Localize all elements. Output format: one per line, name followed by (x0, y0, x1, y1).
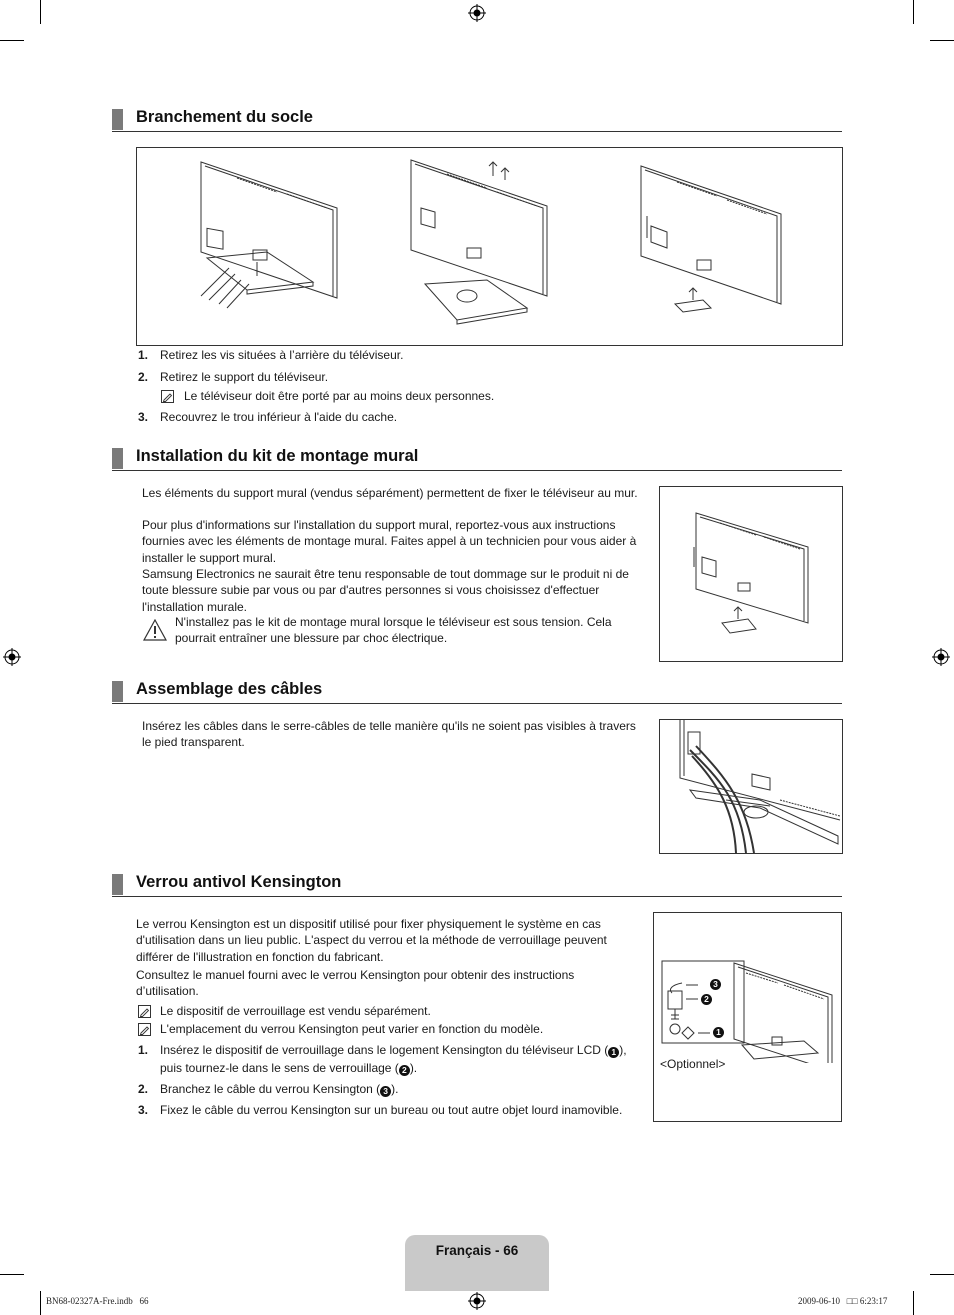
wall-mount-illustration (660, 487, 842, 661)
callout-badge: 1 (713, 1027, 724, 1038)
registration-mark-icon (3, 648, 21, 666)
crop-mark (40, 1291, 41, 1315)
section-title: Installation du kit de montage mural (136, 447, 419, 465)
crop-mark (913, 0, 914, 24)
cable-illustration (660, 720, 842, 853)
note-icon (138, 1005, 151, 1018)
step-text (160, 1043, 627, 1058)
cable-illustration-frame (659, 719, 843, 854)
step-text (160, 1061, 417, 1076)
step-number: 1. (138, 1043, 149, 1057)
callout-badge: 3 (710, 979, 721, 990)
callout-badge: 1 (608, 1047, 619, 1058)
wall-mount-illustration-frame (659, 486, 843, 662)
step-text: Fixez le câble du verrou Kensington sur un bureau ou tout autre objet lourd inamovible. (160, 1103, 623, 1117)
registration-mark-icon (468, 4, 486, 22)
print-slug-right: 2009-06-10 □□ 6:23:17 (798, 1296, 888, 1306)
step-text-part: ), (619, 1043, 627, 1057)
callout-badge: 2 (399, 1065, 410, 1076)
crop-mark (930, 1274, 954, 1275)
step-number: 3. (138, 1103, 149, 1117)
section-bar (112, 874, 123, 895)
section-header-wall (112, 448, 842, 471)
page-label: Français - 66 (435, 1243, 519, 1258)
step-text (160, 1082, 398, 1097)
note-icon (138, 1023, 151, 1036)
section-bar (112, 109, 123, 130)
step-text-part: puis tournez-le dans le sens de verrouillage ( (160, 1061, 399, 1075)
step-text: Recouvrez le trou inférieur à l'aide du cache. (160, 410, 398, 424)
wall-paragraph: Pour plus d'informations sur l'installation du support mural, reportez-vous aux instructions fournies avec les éléments de montage mural. Faites appel à un technicien pour vous aider à installer le support mural. (142, 518, 637, 565)
section-title: Assemblage des câbles (136, 680, 323, 698)
step-text-part: Branchez le câble du verrou Kensington ( (160, 1082, 381, 1096)
wall-caution: N'installez pas le kit de montage mural lorsque le téléviseur est sous tension. Cela pourrait entraîner une blessure par choc électrique. (175, 615, 612, 646)
kensington-paragraph: Le verrou Kensington est un dispositif utilisé pour fixer physiquement le système en cas d'utilisation dans un lieu public. L'aspect du verrou et la méthode de verrouillage peuvent différer de l'illustration en fonction du fabricant. (136, 917, 607, 964)
crop-mark (913, 1291, 914, 1315)
crop-mark (0, 1274, 24, 1275)
step-text: Retirez les vis situées à l’arrière du téléviseur. (160, 348, 404, 362)
section-header-stand (112, 109, 842, 132)
kensington-paragraph: Consultez le manuel fourni avec le verrou Kensington pour obtenir des instructions d’utilisation. (136, 968, 575, 999)
callout-badge: 3 (380, 1086, 391, 1097)
note-text: Le dispositif de verrouillage est vendu séparément. (160, 1004, 431, 1018)
caution-icon (143, 619, 167, 641)
section-bar (112, 681, 123, 702)
optional-label: <Optionnel> (660, 1057, 726, 1071)
kensington-illustration-frame (653, 912, 842, 1122)
registration-mark-icon (468, 1292, 486, 1310)
note-icon (161, 390, 174, 403)
page-number-tab (405, 1235, 549, 1291)
section-header-kensington (112, 874, 842, 897)
step-number: 3. (138, 410, 149, 424)
section-title: Branchement du socle (136, 108, 313, 126)
stand-illustration-frame (136, 147, 843, 346)
step-number: 1. (138, 348, 149, 362)
section-bar (112, 448, 123, 469)
section-header-cables (112, 681, 842, 704)
step-text: Retirez le support du téléviseur. (160, 370, 329, 384)
section-title: Verrou antivol Kensington (136, 873, 342, 891)
step-text-part: ). (391, 1082, 399, 1096)
step-number: 2. (138, 370, 149, 384)
print-slug-left: BN68-02327A-Fre.indb 66 (46, 1296, 149, 1306)
note-text: Le téléviseur doit être porté par au moins deux personnes. (184, 389, 495, 403)
wall-paragraph: Samsung Electronics ne saurait être tenu responsable de tout dommage sur le produit ni de toute blessure subie par vous ou par d'autres personnes si vous choisissez d'effectuer l'installation murale. (142, 567, 629, 614)
kensington-lock-illustration (654, 913, 841, 1063)
callout-badge: 2 (701, 994, 712, 1005)
wall-paragraph: Les éléments du support mural (vendus séparément) permettent de fixer le téléviseur au mur. (142, 486, 638, 500)
tv-stand-illustration (137, 148, 842, 345)
crop-mark (0, 40, 24, 41)
crop-mark (40, 0, 41, 24)
note-text: L'emplacement du verrou Kensington peut varier en fonction du modèle. (160, 1022, 544, 1036)
registration-mark-icon (932, 648, 950, 666)
step-number: 2. (138, 1082, 149, 1096)
cables-paragraph: Insérez les câbles dans le serre-câbles de telle manière qu'ils ne soient pas visibles à travers le pied transparent. (142, 719, 636, 750)
step-text-part: ). (409, 1061, 418, 1075)
step-text-part: Insérez le dispositif de verrouillage dans le logement Kensington du téléviseur LCD ( (160, 1043, 609, 1057)
crop-mark (930, 40, 954, 41)
